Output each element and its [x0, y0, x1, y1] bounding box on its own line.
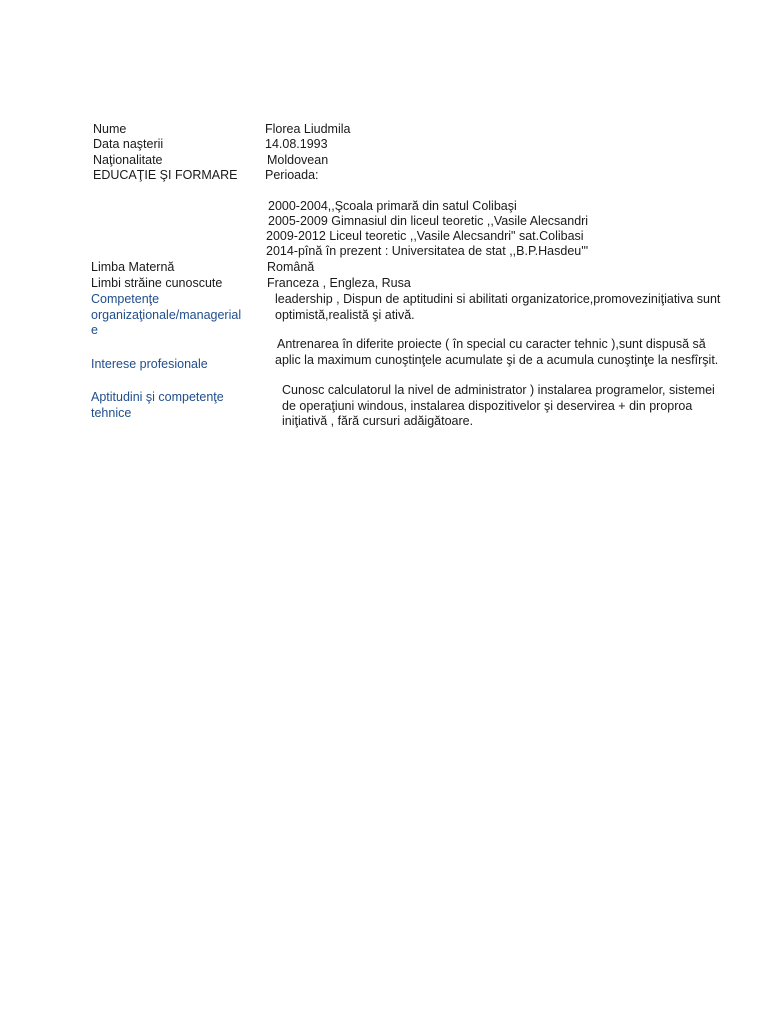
label-birth-date: Data naşterii [93, 137, 164, 151]
label-technical-skills [91, 390, 224, 421]
label-professional-interests: Interese profesionale [91, 357, 208, 371]
label-technical-skills-line: Aptitudini şi competenţe [91, 390, 224, 404]
label-org-skills-line: Competenţe [91, 292, 160, 306]
org-skills-line: leadership , Dispun de aptitudini si abilitati organizatorice,promoveziniţiativa sunt [275, 292, 721, 306]
label-education: EDUCAŢIE ŞI FORMARE [93, 168, 238, 182]
label-mother-tongue: Limba Maternă [91, 260, 175, 274]
value-foreign-languages: Franceza , Engleza, Rusa [267, 276, 411, 290]
label-name: Nume [93, 122, 127, 136]
education-entry: 2009-2012 Liceul teoretic ,,Vasile Alecsandri" sat.Colibasi [266, 229, 584, 243]
value-name: Florea Liudmila [265, 122, 351, 136]
value-birth-date: 14.08.1993 [265, 137, 328, 151]
education-entry: 2000-2004,,Şcoala primară din satul Colibaşi [268, 199, 517, 213]
value-org-skills [275, 292, 720, 323]
label-foreign-languages: Limbi străine cunoscute [91, 276, 223, 290]
interests-line: aplic la maximum cunoştinţele acumulate şi de a acumula cunoştinţe la nesfîrşit. [275, 352, 719, 367]
technical-skills-line: iniţiativă , fără cursuri adăigătoare. [282, 414, 474, 428]
value-technical-skills [282, 383, 715, 430]
org-skills-line: optimistă,realistă şi ativă. [275, 307, 415, 322]
label-technical-skills-line: tehnice [91, 405, 132, 420]
label-org-skills [91, 292, 241, 339]
value-nationality: Moldovean [267, 153, 329, 167]
label-org-skills-line: organizaţionale/managerial [91, 307, 242, 322]
education-entry: 2014-pînă în prezent : Universitatea de stat ,,B.P.Hasdeu'" [266, 244, 589, 258]
value-period-label: Perioada: [265, 168, 319, 182]
label-org-skills-line: e [91, 323, 98, 337]
label-nationality: Naţionalitate [93, 153, 163, 167]
interests-line: Antrenarea în diferite proiecte ( în special cu caracter tehnic ),sunt dispusă să [277, 337, 706, 351]
education-entry: 2005-2009 Gimnasiul din liceul teoretic ,,Vasile Alecsandri [268, 214, 589, 228]
value-mother-tongue: Română [267, 260, 315, 274]
value-professional-interests [275, 337, 718, 368]
technical-skills-line: Cunosc calculatorul la nivel de administrator ) instalarea programelor, sistemei [282, 383, 715, 397]
technical-skills-line: de operaţiuni windous, instalarea dispozitivelor şi deservirea + din proproa [282, 398, 693, 413]
